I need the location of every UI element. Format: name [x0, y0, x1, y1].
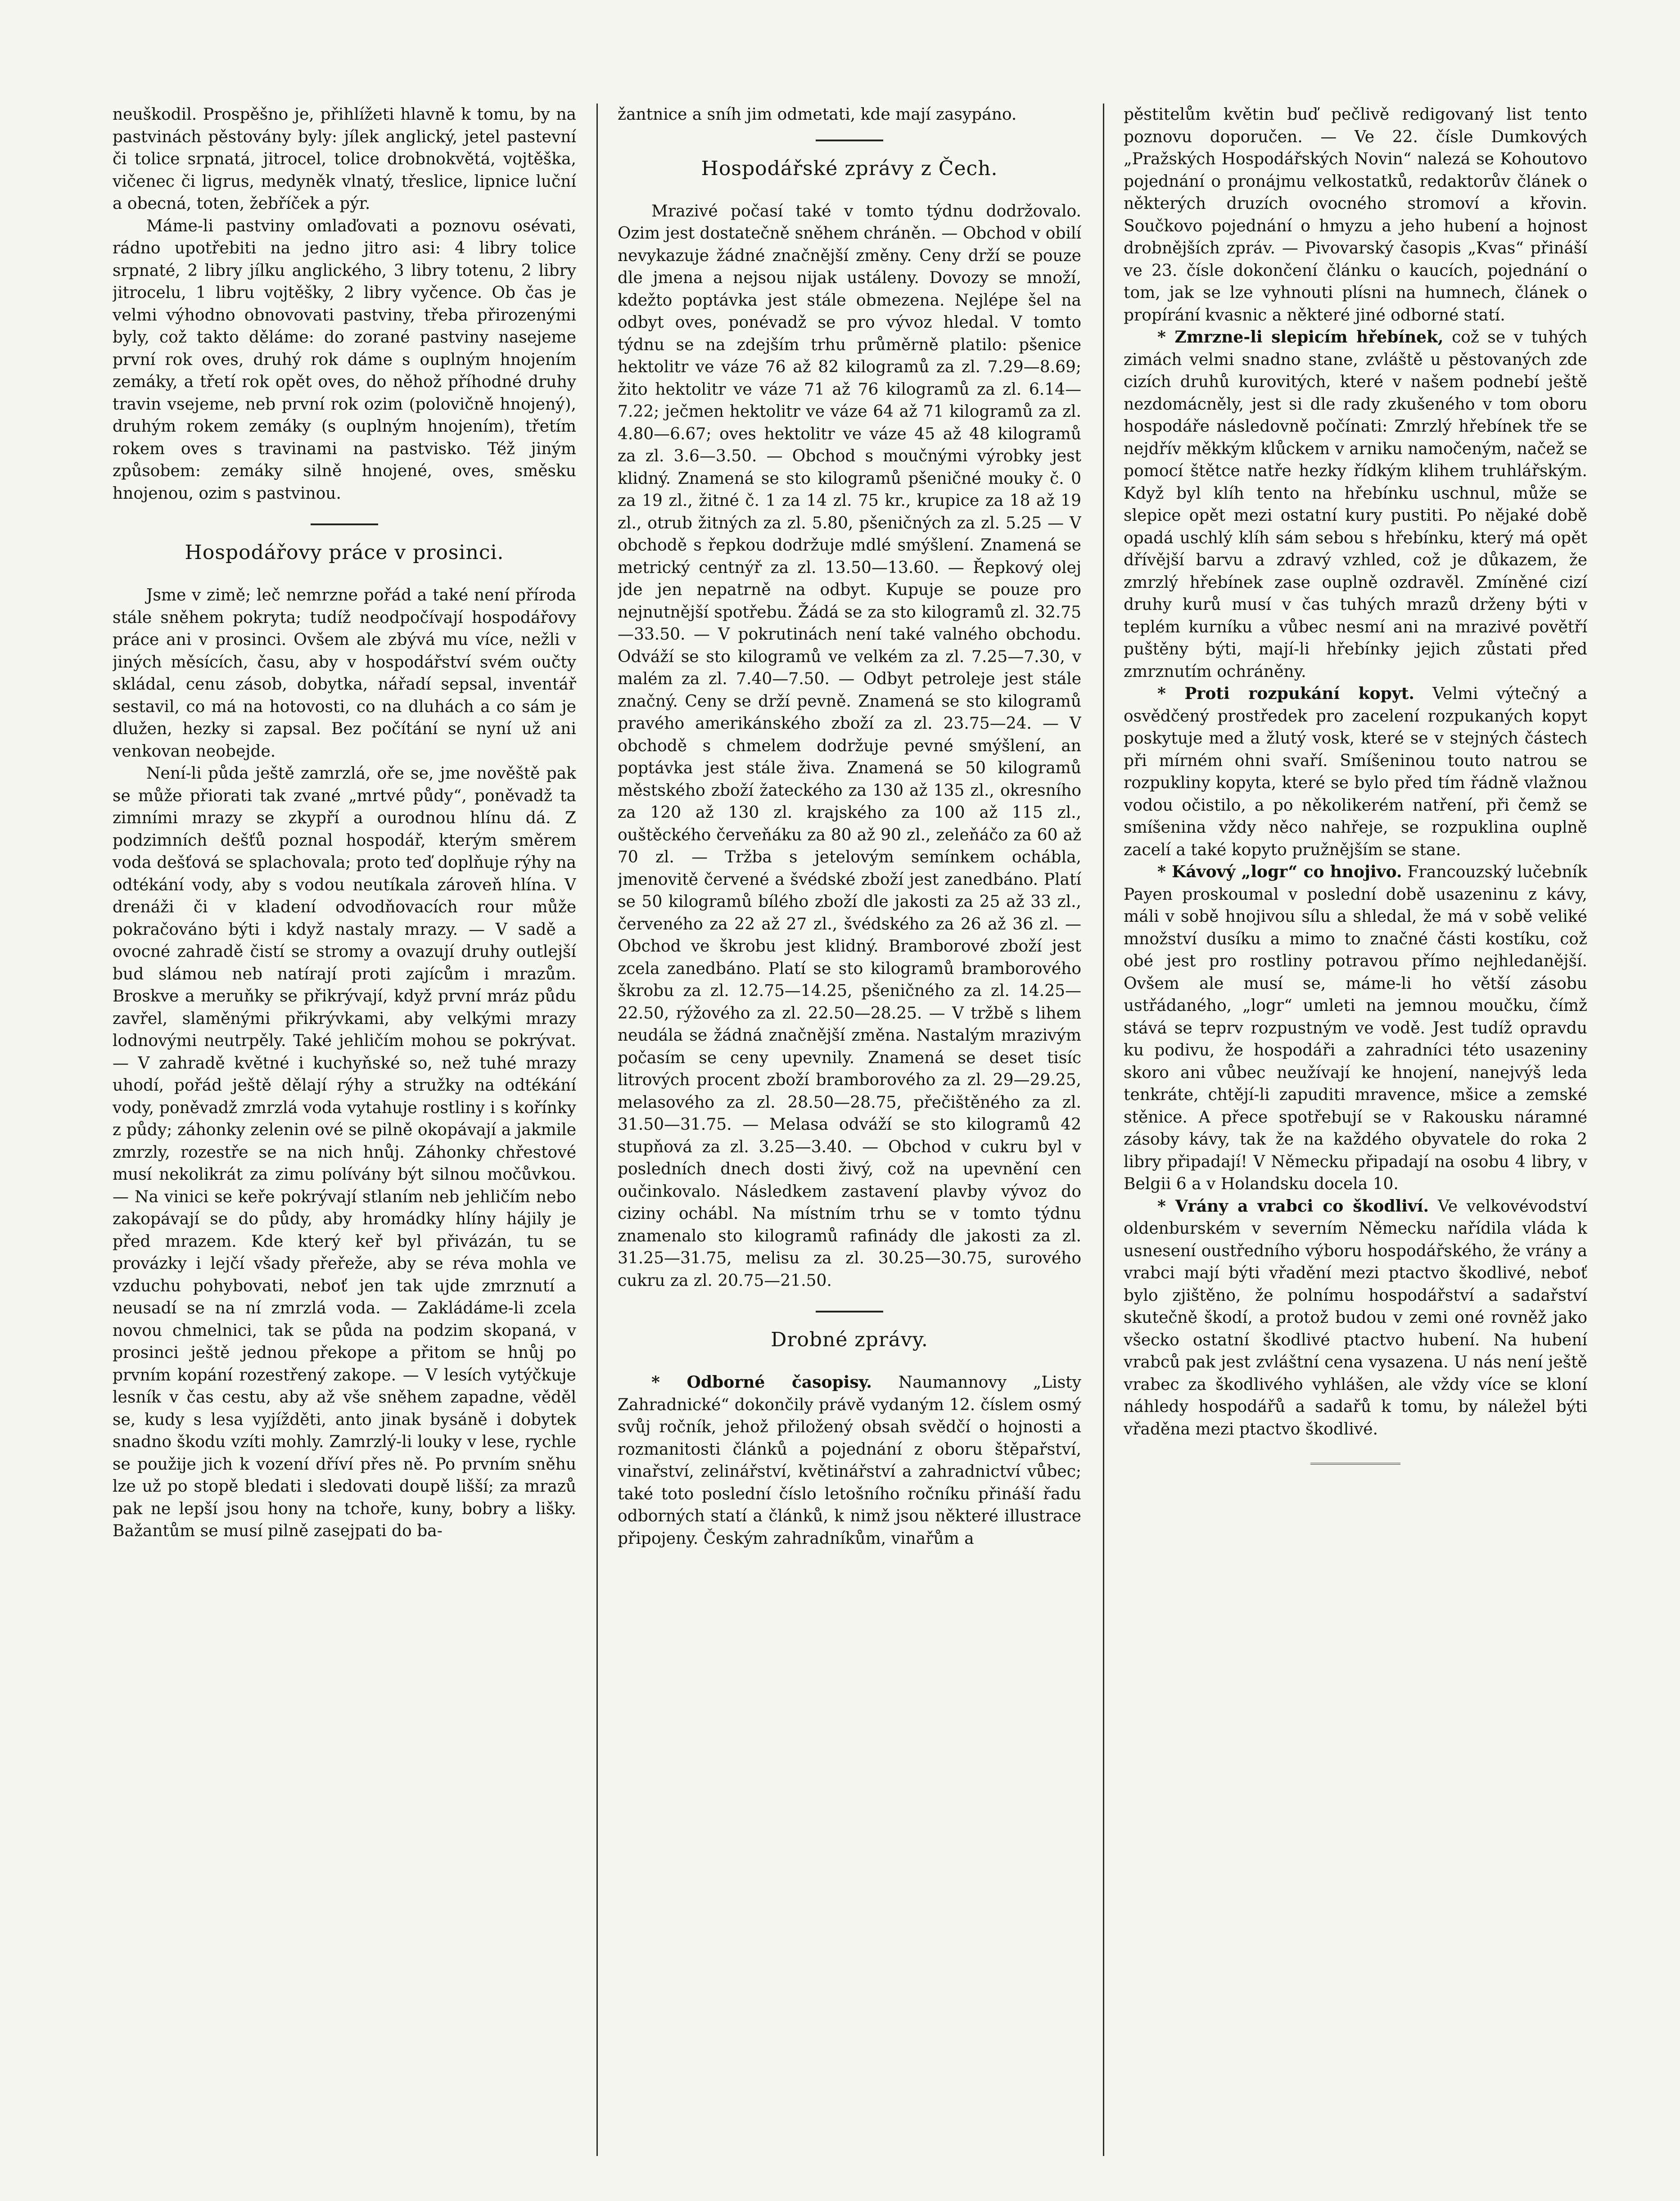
paragraph: Mrazivé počasí také v tomto týdnu dodržovalo. Ozim jest dostatečně sněhem chráněn. — Obchod v obilí nevykazuje žádné značnější změny. Ceny drží se pouze dle jmena a nejsou nijak ustáleny. Dovozy se množí, kdežto poptávka jest stále obmezena. Nejlépe šel na odbyt oves, ponévadž se pro vývoz hledal. V tomto týdnu se na zdejším trhu průměrně platilo: pšenice hektolitr ve váze 76 až 82 kilogramů za zl. 7.29—8.69; žito hektolitr ve váze 71 až 76 kilogramů za zl. 6.14—7.22; ječmen hektolitr ve váze 64 až 71 kilogramů za zl. 4.80—6.67; oves hektolitr ve váze 45 až 48 kilogramů za zl. 3.6—3.50. — Obchod s moučnými výrobky jest klidný. Znamená se sto kilogramů pšeničné mouky č. 0 za 19 zl., žitné č. 1 za 14 zl. 75 kr., krupice za 18 až 19 zl., otrub žitných za zl. 5.80, pšeničných za zl. 5.25 — V obchodě s řepkou dodržuje mdlé smýšlení. Znamená se metrický centnýř za zl. 13.50—13.60. — Řepkový olej jde jen nepatrně na odbyt. Kupuje se pouze pro nejnutnější spotřebu. Žádá se za sto kilogramů zl. 32.75—33.50. — V pokrutinách není také valného obchodu. Odváží se sto kilogramů ve velkém za zl. 7.25—7.30, v malém za zl. 7.40—7.50. — Odbyt petroleje jest stále značný. Ceny se drží pevně. Znamená se sto kilogramů pravého amerikánského zboží za zl. 23.75—24. — V obchodě s chmelem dodržuje pevné smýšlení, an poptávka jest stále živa. Znamená se 50 kilogramů městského zboží žateckého za 130 až 135 zl., okresního za 120 až 130 zl. krajského za 100 až 115 zl., ouštěckého červeňáku za 80 až 90 zl., zeleňáčo za 60 až 70 zl. — Tržba s jetelovým semínkem ochábla, jmenovitě červené a švédské zboží jest zanedbáno. Platí se 50 kilogramů bílého zboží dle jakosti za 25 až 33 zl., červeného za 22 až 27 zl., švédského za 26 až 36 zl. — Obchod ve škrobu jest klidný. Bramborové zboží jest zcela zanedbáno. Platí se sto kilogramů bramborového škrobu za zl. 12.75—14.25, pšeničného za zl. 14.25—22.50, rýžového za zl. 22.50—28.25. — V tržbě s lihem neudála se žádná značnější změna. Nastalým mrazivým počasím se ceny upevnily. Znamená se deset tisíc litrových procent zboží bramborového za zl. 29—29.25, melasového za zl. 28.50—28.75, přečištěného za zl. 31.50—31.75. — Melasa odváží se sto kilogramů 42 stupňová za zl. 3.25—3.40. — Obchod v cukru byl v posledních dnech dosti živý, což na upevnění cen oučinkovalo. Následkem zastavení plavby vývoz do ciziny ochábl. Na místním trhu se v tomto týdnu znamenalo sto kilogramů rafinády dle jakosti za zl. 31.25—31.75, melisu za zl. 30.25—30.75, surového cukru za zl. 20.75—21.50. — [618, 202, 1081, 1290]
item-text: což se v tuhých zimách velmi snadno stane, zvláště u pěstovaných zde cizích druhů kurovitých, které v našem podnebí ještě nezdomácněly, jest si dle rady zkušeného v tom oboru hospodáře následovně počínati: Zmrzlý hřebínek tře se nejdřív měkkým klůckem v arniku namočeným, načež se pomocí štětce natře hezky řídkým klihem truhlářským. Když byl klíh tento na hřebínku uschnul, může se slepice opět mezi ostatní kury pustiti. Po nějaké době opadá uschlý klíh sám sebou s hřebínku, který má opět dřívější barvu a zdravý vzhled, což je důkazem, že zmrzlý hřebínek zase ouplně ozdravěl. Zmíněné cizí druhy kurů musí v čas tuhých mrazů drženy býti v teplém kurníku a vůbec nesmí ani na mrazivé povětří puštěny býti, mají-li hřebínky jejich zůstati před zmrznutím ochráněny. — [1124, 328, 1587, 681]
paragraph: neuškodil. Prospěšno je, přihlížeti hlavně k tomu, by na pastvinách pěstovány byly: jílek anglický, jetel pastevní či tolice srpnatá, jitrocel, tolice drobnokvětá, vojtěška, vičenec či ligrus, medyněk vlnatý, třeslice, lipnice luční a obecná, toten, žebříček a pýr. — [113, 105, 576, 213]
paragraph — [1124, 326, 1587, 683]
section-divider — [816, 140, 883, 141]
section-heading-december-work: Hospodářovy práce v prosinci. — [185, 541, 504, 564]
section-divider — [311, 523, 378, 525]
paragraph — [1124, 861, 1587, 1195]
item-lead: * Kávový „logr“ co hnojivo. — [1157, 862, 1402, 881]
paragraph: Není-li půda ještě zamrzlá, oře se, jme nověště pak se může přiorati tak zvané „mrtvé půdy“, poněvadž ta zimními mrazy se zkypří a ourodnou hlínu dá. Z podzimních dešťů poznal hospodář, kterým směrem voda dešťová se splachovala; proto teď doplňuje rýhy na odtékání vody, aby s vodou neutíkala zároveň hlína. V drenáži či v kladení odvodňovacích rour může pokračováno býti i když nastaly mrazy. — V sadě a ovocné zahradě čistí se stromy a ovazují druhy outlejší bud slámou neb natírají proti zajícům i mrazům. Broskve a meruňky se přikrývají, když první mráz půdu zavřel, slaměnými přikrývkami, aby velkými mrazy lodnovými neutrpěly. Také jehličím mohou se pokrývat. — V zahradě květné i kuchyňské so, než tuhé mrazy uhodí, pořád ještě dělají rýhy a stružky na odtékání vody, poněvadž zmrzlá voda vytahuje rostliny i s kořínky z půdy; záhonky zelenin ové se pilně okopávají a jakmile zmrzly, rozestře se na nich hnůj. Záhonky chřestové musí nekolikrát za zimu polívány být silnou močůvkou. — Na vinici se keře pokrývají stlaním neb jehličím nebo zakopávají se do půdy, aby hromádky hlíny hájily je před mrazem. Kde který keř byl přivázán, tu se provázky i lejčí všady přeřeže, aby se réva mohla ve vzduchu pohybovati, neboť jen tak ujde zmrznutí a neusadí se na ní zmrzlá voda. — Zakládáme-li zcela novou chmelnici, tak se půda na podzim skopaná, v prosinci ještě jednou překope a přitom se hnůj po prvním kopání rozestřený zakope. — V lesích vytýčkuje lesník v čas cestu, aby až vše sněhem zapadne, věděl se, kudy s lesa vyjížděti, anto jinak bysáně i dobytek snadno škodu vzíti mohly. Zamrzlý-li louky v lese, rychle se použije jich k vození dříví přes ně. Po prvním sněhu lze už po stopě bledati i sledovati doupě lišší; za mrazů pak ne lepší jsou hony na tchoře, kuny, bobry a lišky. Bažantům se musí pilně zasejpati do ba- — [113, 764, 576, 1540]
section-heading-economic-news: Hospodářské zprávy z Čech. — [701, 157, 998, 180]
column-right — [1124, 104, 1587, 2156]
paragraph — [1124, 683, 1587, 861]
paragraph: pěstitelům květin buď pečlivě redigovaný list tento poznovu doporučen. — Ve 22. čísle Dumkových „Pražských Hospodářských Novin“ nalezá se Kohoutovo pojednání o pronájmu velkostatků, redaktorův článek o některých druzích ovocného stromoví a křovin. Součkovo pojednání o hmyzu a jeho hubení a hojnost drobnějších zpráv. — Pivovarský časopis „Kvas“ přináší ve 23. čísle dokončení článku o kaucích, pojednání o tom, jak se lze vyhnouti plísni na humnech, článek o propírání kvasnic a některé jiné odborné statí. — [1124, 105, 1587, 325]
newspaper-page — [113, 104, 1598, 2156]
paragraph — [1124, 1195, 1587, 1441]
item-lead: * Odborné časopisy. — [651, 1373, 872, 1392]
item-text: Ve velkovévodství oldenburském v severním Německu nařídila vláda k usnesení oustředního výboru hospodářského, že vrány a vrabci mají býti vřadění mezi ptactvo škodlivé, neboť bylo zjištěno, že polnímu hospodářství a sadařství skutečně škodí, a protož budou v zemi oné rovněž jako všecko ostatní škodlivé ptactvo hubení. Na hubení vrabců pak jest zvláštní cena vysazena. U nás není ještě vrabec za škodlivého vyhlášen, ale vždy více se kloní náhledy hospodářů a sadařů k tomu, by náležel býti vřaděna mezi ptactvo škodlivé. — [1124, 1197, 1587, 1439]
section-divider — [816, 1311, 883, 1312]
paragraph: Máme-li pastviny omlaďovati a poznovu osévati, rádno upotřebiti na jedno jitro asi: 4 libry tolice srpnaté, 2 libry jílku anglického, 3 libry totenu, 2 libry jitrocelu, 1 libru vojtěšky, 2 libry vyčence. Ob čas je velmi výhodno obnovovati pastviny, třeba přirozenými byly, což takto děláme: do zorané pastviny nasejeme první rok oves, druhý rok dáme s ouplným hnojením zemáky, a třetí rok opět oves, do něhož příhodné druhy travin vsejeme, neb první rok ozim (polovičně hnojený), druhým rokem zemáky (s ouplným hnojením), třetím rokem oves s travinami na pastvisko. Též jiným způsobem: zemáky silně hnojené, oves, směsku hnojenou, ozim s pastvinou. — [113, 216, 576, 503]
column-rule — [1103, 104, 1104, 2156]
section-heading-short-news: Drobné zprávy. — [771, 1328, 928, 1351]
item-lead: * Proti rozpukání kopyt. — [1157, 684, 1414, 703]
paragraph: žantnice a sníh jim odmetati, kde mají zasypáno. — [618, 105, 1017, 124]
item-text: Velmi výtečný a osvědčený prostředek pro zacelení rozpukaných kopyt poskytuje med a žlutý vosk, které se v stejných částech při mírném ohni svaří. Smíšeninou touto natrou se rozpukliny kopyta, které se bylo před tím řádně vlažnou vodou očistilo, a po několikerém natření, při čemž se smíšenina vždy něco nahřeje, se rozpuklina ouplně zacelí a také kopyto pružnějším se stane. — [1124, 685, 1587, 859]
paragraph — [618, 1371, 1081, 1550]
column-left — [113, 104, 576, 2156]
item-lead: * Zmrzne-li slepicím hřebínek, — [1157, 328, 1444, 347]
item-lead: * Vrány a vrabci co škodliví. — [1157, 1196, 1429, 1216]
item-text: Naumannovy „Listy Zahradnické“ dokončily právě vydaným 12. číslem osmý svůj ročník, jehož přiložený obsah svědčí o hojnosti a rozmanitosti článků a pojednání z oboru štěpařství, vinařství, zelinářství, květinářství a zahradnictví vůbec; také toto poslední číslo letošního ročníku přináší řadu odborných statí a článků, k nimž jsou některé illustrace připojeny. Českým zahradníkům, vinařům a — [618, 1373, 1081, 1548]
end-ornament — [1310, 1463, 1400, 1469]
column-middle — [618, 104, 1081, 2156]
column-rule — [596, 104, 598, 2156]
paragraph: Jsme v zimě; leč nemrzne pořád a také není příroda stále sněhem pokryta; tudíž neodpočívají hospodářovy práce ani v prosinci. Ovšem ale zbývá mu více, nežli v jiných měsících, času, aby v hospodářství svém oučty skládal, cenu zásob, dobytka, nářadí sepsal, inventář sestavil, co má na hotovosti, co na dluhách a co sám je dlužen, hezky si zapsal. Bez počítání se nyní už ani venkovan neobejde. — [113, 586, 576, 761]
item-text: Francouzský lučebník Payen proskoumal v poslední době usazeninu z kávy, máli v sobě hnojivou sílu a shledal, že má v sobě veliké množství dusíku a mimo to značné části kostíku, což obé jest pro rostliny potravou přímo nejhledanější. Ovšem ale musí se, máme-li ho větší zásobu ustřádaného, „logr“ umleti na jemnou moučku, čímž stává se teprv rozpustným ve vodě. Jest tudíž opravdu ku podivu, že hospodáři a zahradníci této usazeniny skoro ani vůbec neužívají ke hnojení, nanejvýš leda tenkráte, chtějí-li zapuditi mravence, mšice a zemské stěnice. A přece spotřebují se v Rakousku náramné zásoby kávy, tak že na každého obyvatele do roka 2 libry připadají! V Německu připadají na osobu 4 libry, v Belgii 6 a v Holandsku docela 10. — [1124, 863, 1587, 1193]
